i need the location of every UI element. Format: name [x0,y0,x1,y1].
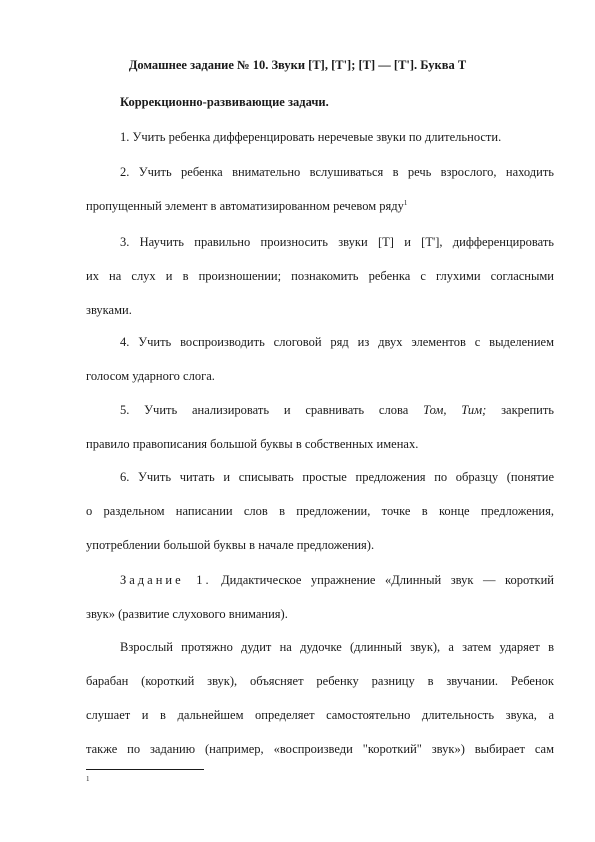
description-line-3: слушает и в дальнейшем определяет самостоятельно длительность звука, а [86,708,554,722]
task-3-line-2: их на слух и в произношении; познакомить ребенка с глухими согласными [86,269,554,283]
task-3-line-1: 3. Научить правильно произносить звуки [Т] и [Т'], дифференцировать [120,235,554,249]
footnote-reference: 1 [403,198,408,207]
exercise-1-description [86,630,554,766]
description-line-1: Взрослый протяжно дудит на дудочке (длинный звук), а затем ударяет в [120,640,554,654]
exercise-1-line-2: звук» (развитие слухового внимания). [86,607,288,621]
task-2-line-1: 2. Учить ребенка внимательно вслушиваться в речь взрослого, находить [120,165,554,179]
task-5-paragraph [86,393,554,461]
task-4-line-1: 4. Учить воспроизводить слоговой ряд из двух элементов с выделением [120,335,554,349]
task-5-text-start: 5. Учить анализировать и сравнивать слова [120,403,409,417]
task-5-names: Том, Тим; [423,403,487,417]
task-2-line-2-text: пропущенный элемент в автоматизированном речевом ряду [86,199,404,213]
task-6-line-2: о раздельном написании слов в предложении, точке в конце предложения, [86,504,554,518]
task-2-line-2 [86,189,554,223]
footnote-divider [86,769,204,770]
task-4-paragraph [86,325,554,393]
section-heading: Коррекционно-развивающие задачи. [120,95,329,109]
task-5-line-2: правило правописания большой буквы в собственных именах. [86,437,419,451]
exercise-1-label: Задание 1. [120,573,212,587]
exercise-1-paragraph [86,563,554,631]
task-5-text-end: закрепить [501,403,555,417]
task-4-line-2: голосом ударного слога. [86,369,215,383]
document-title: Домашнее задание № 10. Звуки [Т], [Т']; [Т] — [Т']. Буква Т [128,58,467,72]
task-1-line: 1. Учить ребенка дифференцировать неречевые звуки по длительности. [120,130,502,144]
task-5-line-1 [86,393,554,427]
document-body [86,120,554,154]
task-2-paragraph [86,155,554,223]
description-line-4: также по заданию (например, «воспроизведи "короткий" звук») выбирает сам [86,742,554,756]
exercise-1-line-1 [86,563,554,597]
description-line-2: барабан (короткий звук), объясняет ребенку разницу в звучании. Ребенок [86,674,554,688]
task-6-line-1: 6. Учить читать и списывать простые предложения по образцу (понятие [120,470,554,484]
exercise-1-title: Дидактическое упражнение «Длинный звук — короткий [221,573,554,587]
footnote-marker: 1 [86,775,90,783]
task-6-line-3: употреблении большой буквы в начале предложения). [86,538,375,552]
task-3-line-3: звуками. [86,303,132,317]
task-3-paragraph [86,225,554,327]
task-6-paragraph [86,460,554,562]
